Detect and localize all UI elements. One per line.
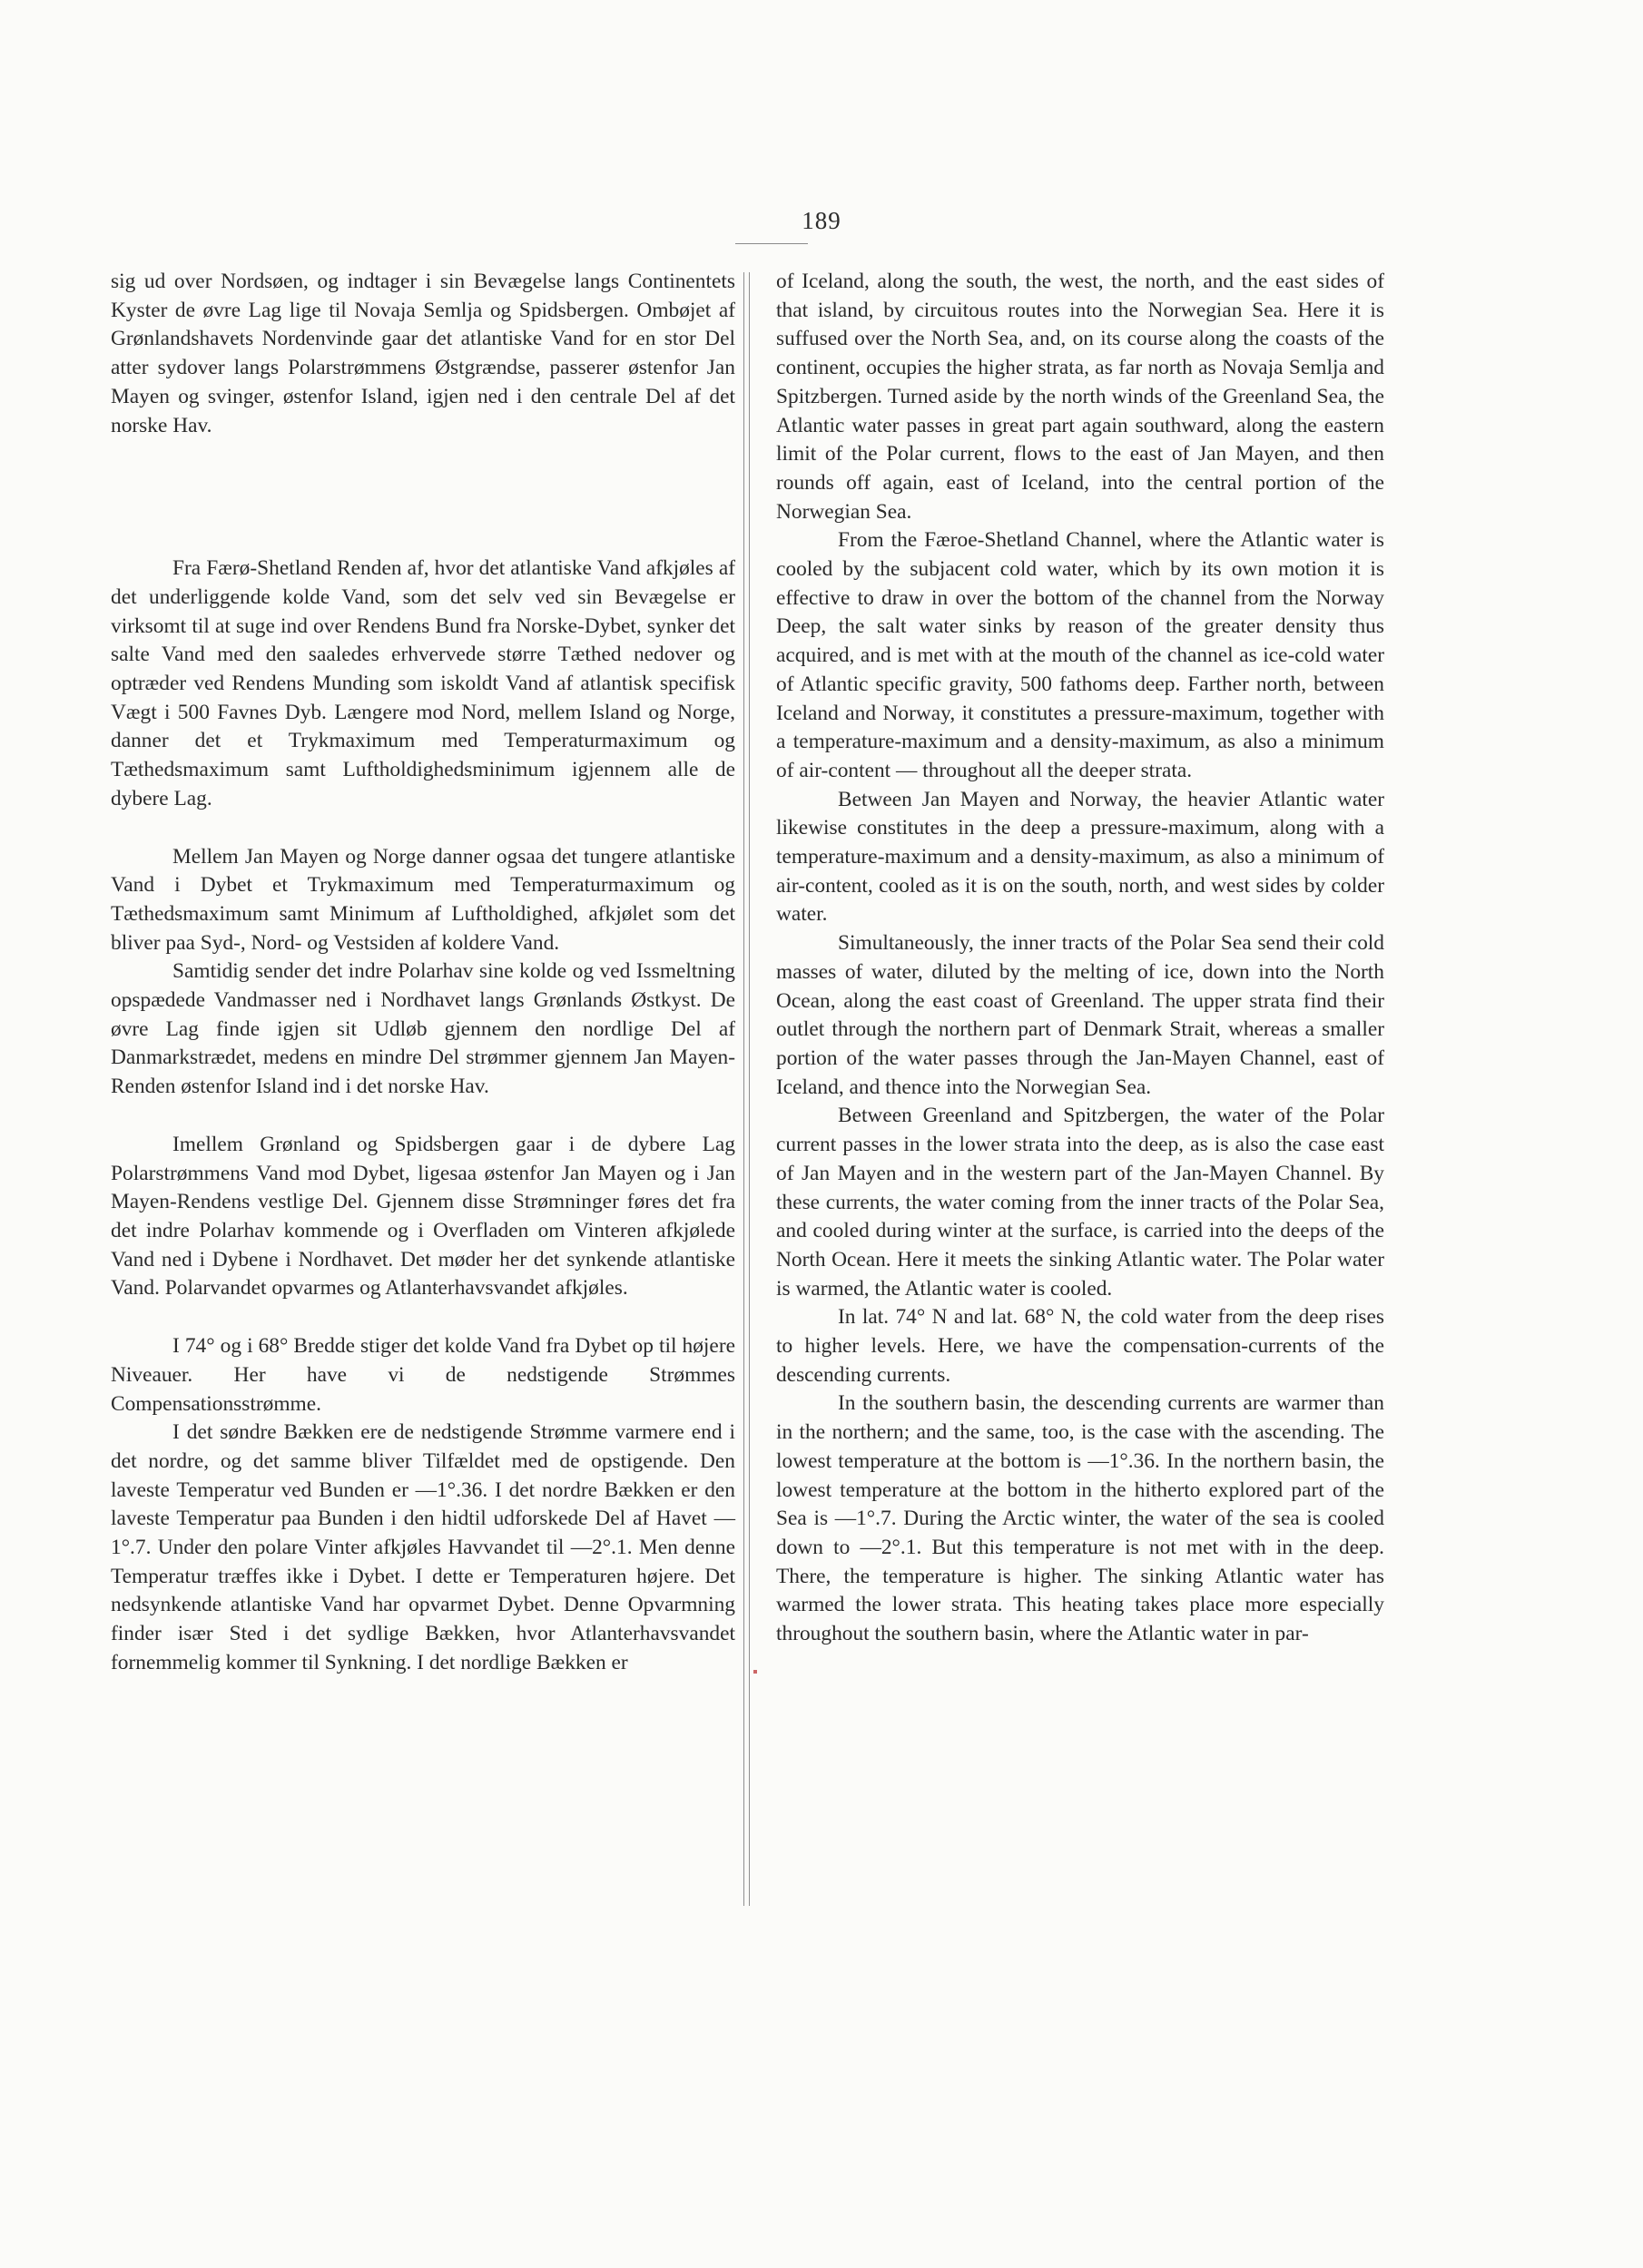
page-number: 189 — [802, 207, 841, 234]
paragraph: of Iceland, along the south, the west, the north, and the east sides of that island, by circuitous routes into the Norwegian Sea. Here it is suffused over the North Sea, and, on its course along the coasts of the continent, occupies the higher strata, as far north as Novaja Semlja and Spitzbergen. Turned aside by the north winds of the Greenland Sea, the Atlantic water passes in great part again southward, along the eastern limit of the Polar current, flows to the east of Jan Mayen, and then rounds off again, east of Iceland, into the central portion of the Norwegian Sea. — [776, 270, 1384, 524]
paragraph: Samtidig sender det indre Polarhav sine kolde og ved Issmeltning opspædede Vandmasser ned i Nordhavet langs Grønlands Østkyst. De øvre Lag finde igjen sit Udløb gjennem den nordlige Del af Danmarkstrædet, medens en mindre Del strømmer gjennem Jan Mayen-Renden østenfor Island ind i det norske Hav. — [111, 959, 735, 1099]
paragraph: Simultaneously, the inner tracts of the Polar Sea send their cold masses of water, diluted by the melting of ice, down into the North Ocean, along the east coast of Greenland. The upper strata find their outlet through the northern part of Denmark Strait, whereas a smaller portion of the water passes through the Jan-Mayen Channel, east of Iceland, and thence into the Norwegian Sea. — [776, 931, 1384, 1099]
paragraph: sig ud over Nordsøen, og indtager i sin Bevægelse langs Continentets Kyster de øvre Lag lige til Novaja Semlja og Spidsbergen. Ombøjet af Grønlandshavets Nordenvinde gaar det atlantiske Vand for en stor Del atter sydover langs Polarstrømmens Østgrændse, passerer østenfor Jan Mayen og svinger, østenfor Island, igjen ned i den centrale Del af det norske Hav. — [111, 270, 735, 437]
paragraph: In the southern basin, the descending currents are warmer than in the northern; and the same, too, is the case with the ascending. The lowest temperature at the bottom is —1°.36. In the northern basin, the lowest temperature at the bottom in the hitherto explored part of the Sea is —1°.7. During the Arctic winter, the water of the sea is cooled down to —2°.1. But this temperature is not met with in the deep. There, the temperature is higher. The sinking Atlantic water has warmed the lower strata. This heating takes place more especially throughout the southern basin, where the Atlantic water in par- — [776, 1391, 1384, 1646]
right-column-english — [776, 268, 1384, 1649]
paragraph: I 74° og i 68° Bredde stiger det kolde Vand fra Dybet op til højere Niveauer. Her have vi de nedstigende Strømmes Compensationsstrømme. — [111, 1334, 735, 1416]
column-divider — [743, 272, 750, 1906]
page-number-rule — [735, 243, 808, 244]
paragraph: Fra Færø-Shetland Renden af, hvor det atlantiske Vand afkjøles af det underliggende kolde Vand, som det selv ved sin Bevægelse er virksomt til at suge ind over Rendens Bund fra Norske-Dybet, synker det salte Vand med den saaledes erhvervede større Tæthed nedover og optræder ved Rendens Munding som iskoldt Vand af atlantisk specifisk Vægt i 500 Favnes Dyb. Længere mod Nord, mellem Island og Norge, danner det et Trykmaximum med Temperaturmaximum og Tæthedsmaximum samt Luftholdighedsminimum igjennem alle de dybere Lag. — [111, 556, 735, 810]
paragraph: Between Jan Mayen and Norway, the heavier Atlantic water likewise constitutes in the deep a pressure-maximum, along with a temperature-maximum and a density-maximum, as also a minimum of air-content, cooled as it is on the south, north, and west sides by colder water. — [776, 787, 1384, 927]
margin-mark — [753, 1670, 757, 1674]
paragraph: From the Færoe-Shetland Channel, where the Atlantic water is cooled by the subjacent cold water, which by its own motion it is effective to draw in over the bottom of the channel from the Norway Deep, the salt water sinks by reason of the greater density thus acquired, and is met with at the mouth of the channel as ice-cold water of Atlantic specific gravity, 500 fathoms deep. Farther north, between Iceland and Norway, it constitutes a pressure-maximum, together with a temperature-maximum and a density-maximum, as also a minimum of air-content — throughout all the deeper strata. — [776, 528, 1384, 782]
paragraph: Between Greenland and Spitzbergen, the water of the Polar current passes in the lower strata into the deep, as is also the case east of Jan Mayen and in the western part of the Jan-Mayen Channel. By these currents, the water coming from the inner tracts of the Polar Sea, and cooled during winter at the surface, is carried into the deeps of the North Ocean. Here it meets the sinking Atlantic water. The Polar water is warmed, the Atlantic water is cooled. — [776, 1104, 1384, 1301]
paragraph: Imellem Grønland og Spidsbergen gaar i de dybere Lag Polarstrømmens Vand mod Dybet, ligesaa østenfor Jan Mayen og i Jan Mayen-Rendens vestlige Del. Gjennem disse Strømninger føres det fra det indre Polarhav kommende og i Overfladen om Vinteren afkjølede Vand ned i Dybene i Nordhavet. Det møder her det synkende atlantiske Vand. Polarvandet opvarmes og Atlanterhavsvandet afkjøles. — [111, 1132, 735, 1301]
paragraph: I det søndre Bækken ere de nedstigende Strømme varmere end i det nordre, og det samme bliver Tilfældet med de opstigende. Den laveste Temperatur ved Bunden er —1°.36. I det nordre Bækken er den laveste Temperatur paa Bunden i den hidtil udforskede Del af Havet —1°.7. Under den polare Vinter afkjøles Havvandet til —2°.1. Men denne Temperatur træffes ikke i Dybet. I dette er Temperaturen højere. Det nedsynkende atlantiske Vand har opvarmet Dybet. Denne Opvarmning finder især Sted i det sydlige Bækken, hvor Atlanterhavsvandet fornemmelig kommer til Synkning. I det nordlige Bækken er — [111, 1420, 735, 1674]
paragraph: In lat. 74° N and lat. 68° N, the cold water from the deep rises to higher levels. Here, we have the compensation-currents of the descending currents. — [776, 1305, 1384, 1387]
left-column-norwegian — [111, 268, 735, 1678]
paragraph: Mellem Jan Mayen og Norge danner ogsaa det tungere atlantiske Vand i Dybet et Trykmaximum med Temperaturmaximum og Tæthedsmaximum samt Minimum af Luftholdighed, afkjølet som det bliver paa Syd-, Nord- og Vestsiden af koldere Vand. — [111, 844, 735, 955]
